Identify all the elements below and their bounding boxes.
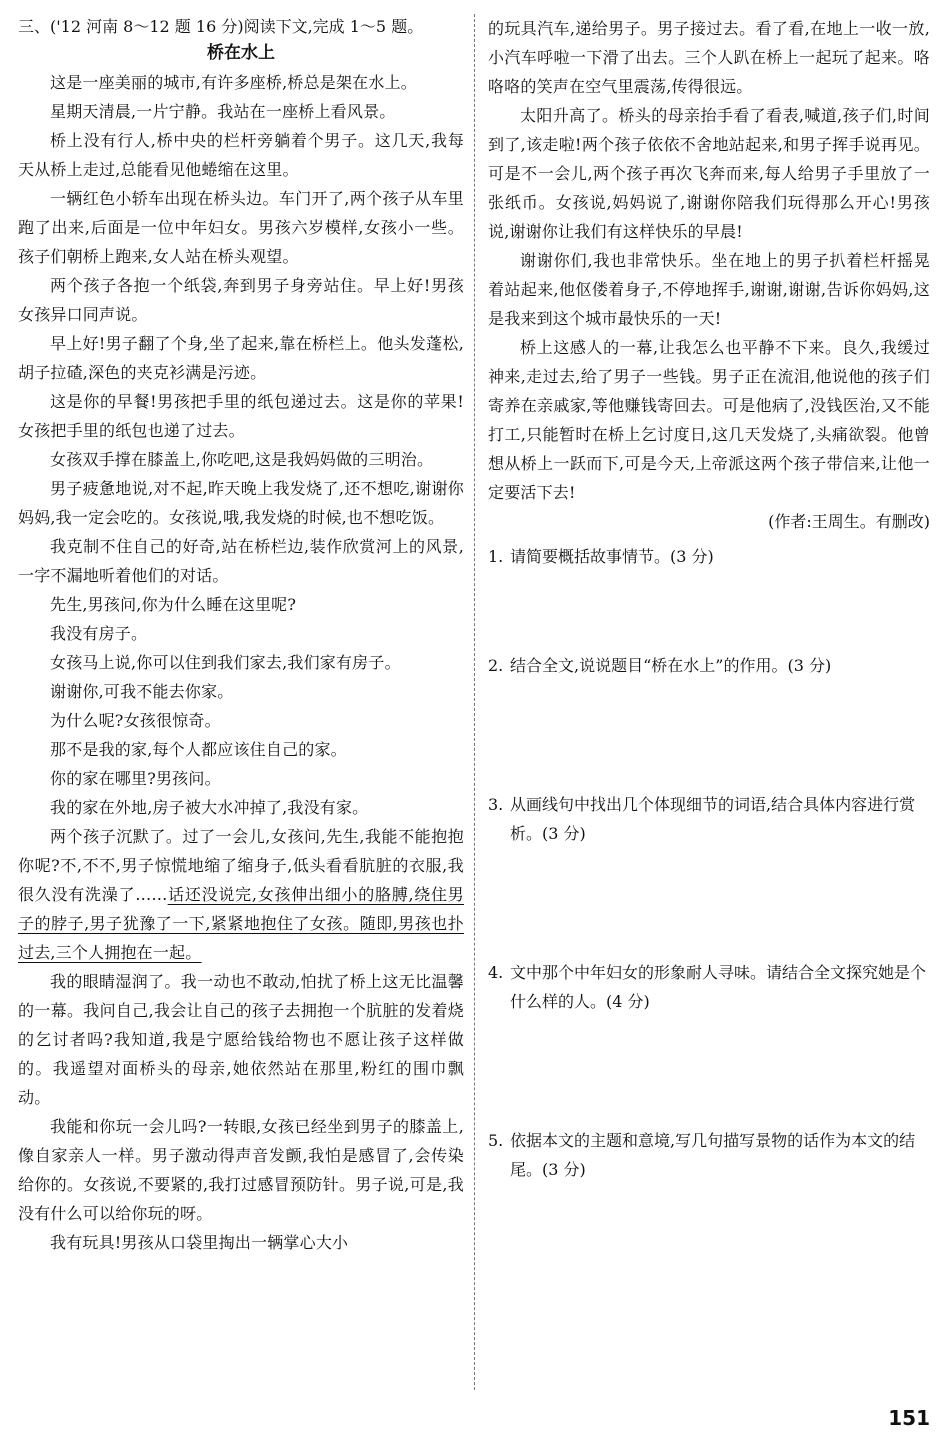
paragraph: 谢谢你们,我也非常快乐。坐在地上的男子扒着栏杆摇晃着站起来,他伛偻着身子,不停地挥手,谢谢,谢谢,告诉你妈妈,这是我来到这个城市最快乐的一天! [488, 251, 930, 328]
paragraph: 星期天清晨,一片宁静。我站在一座桥上看风景。 [50, 102, 396, 121]
paragraph: 你的家在哪里?男孩问。 [50, 769, 221, 788]
question-text: 从画线句中找出几个体现细节的词语,结合具体内容进行赏析。(3 分) [510, 795, 916, 843]
paragraph: 我能和你玩一会儿吗?一转眼,女孩已经坐到男子的膝盖上,像自家亲人一样。男子激动得声音发颤,我怕是感冒了,会传染给你的。女孩说,不要紧的,我打过感冒预防针。男子说,可是,我没有什么可以给你玩的呀。 [18, 1117, 464, 1223]
column-divider [474, 14, 475, 1390]
question-number: 4. [488, 963, 504, 982]
section-header: 三、('12 河南 8～12 题 16 分)阅读下文,完成 1～5 题。 [18, 17, 424, 36]
answer-space-1[interactable] [488, 571, 930, 651]
question-1 [488, 542, 930, 571]
paragraph: 早上好!男子翻了个身,坐了起来,靠在桥栏上。他头发蓬松,胡子拉碴,深色的夹克衫满是污迹。 [18, 334, 464, 382]
paragraph-text: 两个孩子沉默了。过了一会儿,女孩问,先生,我能不能抱抱你呢?不,不不,男子惊慌地缩了缩身子,低头看看肮脏的衣服,我很久没有洗澡了…… [18, 827, 464, 904]
page-number: 151 [888, 1406, 930, 1430]
question-5 [488, 1126, 930, 1184]
paragraph: 为什么呢?女孩很惊奇。 [50, 711, 221, 730]
author-credit: (作者:王周生。有删改) [768, 512, 930, 531]
answer-space-3[interactable] [488, 848, 930, 958]
question-text: 文中那个中年妇女的形象耐人寻味。请结合全文探究她是个什么样的人。(4 分) [510, 963, 927, 1011]
question-text: 请简要概括故事情节。(3 分) [510, 547, 714, 566]
paragraph: 谢谢你,可我不能去你家。 [50, 682, 234, 701]
paragraph: 两个孩子各抱一个纸袋,奔到男子身旁站住。早上好!男孩女孩异口同声说。 [18, 276, 464, 324]
paragraph: 我克制不住自己的好奇,站在桥栏边,装作欣赏河上的风景,一字不漏地听着他们的对话。 [18, 537, 464, 585]
paragraph: 女孩马上说,你可以住到我们家去,我们家有房子。 [50, 653, 401, 672]
paragraph: 太阳升高了。桥头的母亲抬手看了看表,喊道,孩子们,时间到了,该走啦!两个孩子依依不舍地站起来,和男子挥手说再见。可是不一会儿,两个孩子再次飞奔而来,每人给男子手里放了一张纸币。女孩说,妈妈说了,谢谢你陪我们玩得那么开心!男孩说,谢谢你让我们有这样快乐的早晨! [488, 106, 930, 241]
question-number: 5. [488, 1131, 504, 1150]
paragraph: 我没有房子。 [50, 624, 148, 643]
paragraph: 这是你的早餐!男孩把手里的纸包递过去。这是你的苹果!女孩把手里的纸包也递了过去。 [18, 392, 464, 440]
question-3 [488, 790, 930, 848]
paragraph: 这是一座美丽的城市,有许多座桥,桥总是架在水上。 [50, 73, 417, 92]
question-number: 2. [488, 656, 504, 675]
paragraph: 桥上没有行人,桥中央的栏杆旁躺着个男子。这几天,我每天从桥上走过,总能看见他蜷缩在这里。 [18, 131, 464, 179]
underlined-sentence: 话还没说完,女孩伸出细小的胳膊,绕住男子的脖子,男子犹豫了一下,紧紧地抱住了女孩。随即,男孩也扑过去,三个人拥抱在一起。 [18, 885, 464, 962]
paragraph: 我的家在外地,房子被大水冲掉了,我没有家。 [50, 798, 369, 817]
answer-space-5[interactable] [488, 1184, 930, 1244]
underlined-paragraph [18, 822, 464, 967]
right-column [488, 14, 930, 1244]
paragraph: 一辆红色小轿车出现在桥头边。车门开了,两个孩子从车里跑了出来,后面是一位中年妇女。男孩六岁模样,女孩小一些。孩子们朝桥上跑来,女人站在桥头观望。 [18, 189, 464, 266]
paragraph: 我有玩具!男孩从口袋里掏出一辆掌心大小 [50, 1233, 349, 1252]
paragraph: 那不是我的家,每个人都应该住自己的家。 [50, 740, 347, 759]
paragraph: 我的眼睛湿润了。我一动也不敢动,怕扰了桥上这无比温馨的一幕。我问自己,我会让自己的孩子去拥抱一个肮脏的发着烧的乞讨者吗?我知道,我是宁愿给钱给物也不愿让孩子这样做的。我遥望对面桥头的母亲,她依然站在那里,粉红的围巾飘动。 [18, 972, 464, 1107]
paragraph-continuation: 的玩具汽车,递给男子。男子接过去。看了看,在地上一收一放,小汽车呼啦一下滑了出去。三个人趴在桥上一起玩了起来。咯咯咯的笑声在空气里震荡,传得很远。 [488, 19, 930, 96]
question-text: 依据本文的主题和意境,写几句描写景物的话作为本文的结尾。(3 分) [510, 1131, 916, 1179]
answer-space-2[interactable] [488, 680, 930, 790]
answer-space-4[interactable] [488, 1016, 930, 1126]
paragraph: 男子疲惫地说,对不起,昨天晚上我发烧了,还不想吃,谢谢你妈妈,我一定会吃的。女孩说,哦,我发烧的时候,也不想吃饭。 [18, 479, 464, 527]
paragraph: 桥上这感人的一幕,让我怎么也平静不下来。良久,我缓过神来,走过去,给了男子一些钱。男子正在流泪,他说他的孩子们寄养在亲戚家,等他赚钱寄回去。可是他病了,没钱医治,又不能打工,只能暂时在桥上乞讨度日,这几天发烧了,头痛欲裂。他曾想从桥上一跃而下,可是今天,上帝派这两个孩子带信来,让他一定要活下去! [488, 338, 930, 502]
paragraph: 女孩双手撑在膝盖上,你吃吧,这是我妈妈做的三明治。 [50, 450, 434, 469]
article-title: 桥在水上 [207, 43, 275, 63]
question-number: 1. [488, 547, 504, 566]
question-text: 结合全文,说说题目“桥在水上”的作用。(3 分) [510, 656, 832, 675]
question-number: 3. [488, 795, 504, 814]
question-2 [488, 651, 930, 680]
paragraph: 先生,男孩问,你为什么睡在这里呢? [50, 595, 297, 614]
question-4 [488, 958, 930, 1016]
left-column [18, 14, 464, 1257]
